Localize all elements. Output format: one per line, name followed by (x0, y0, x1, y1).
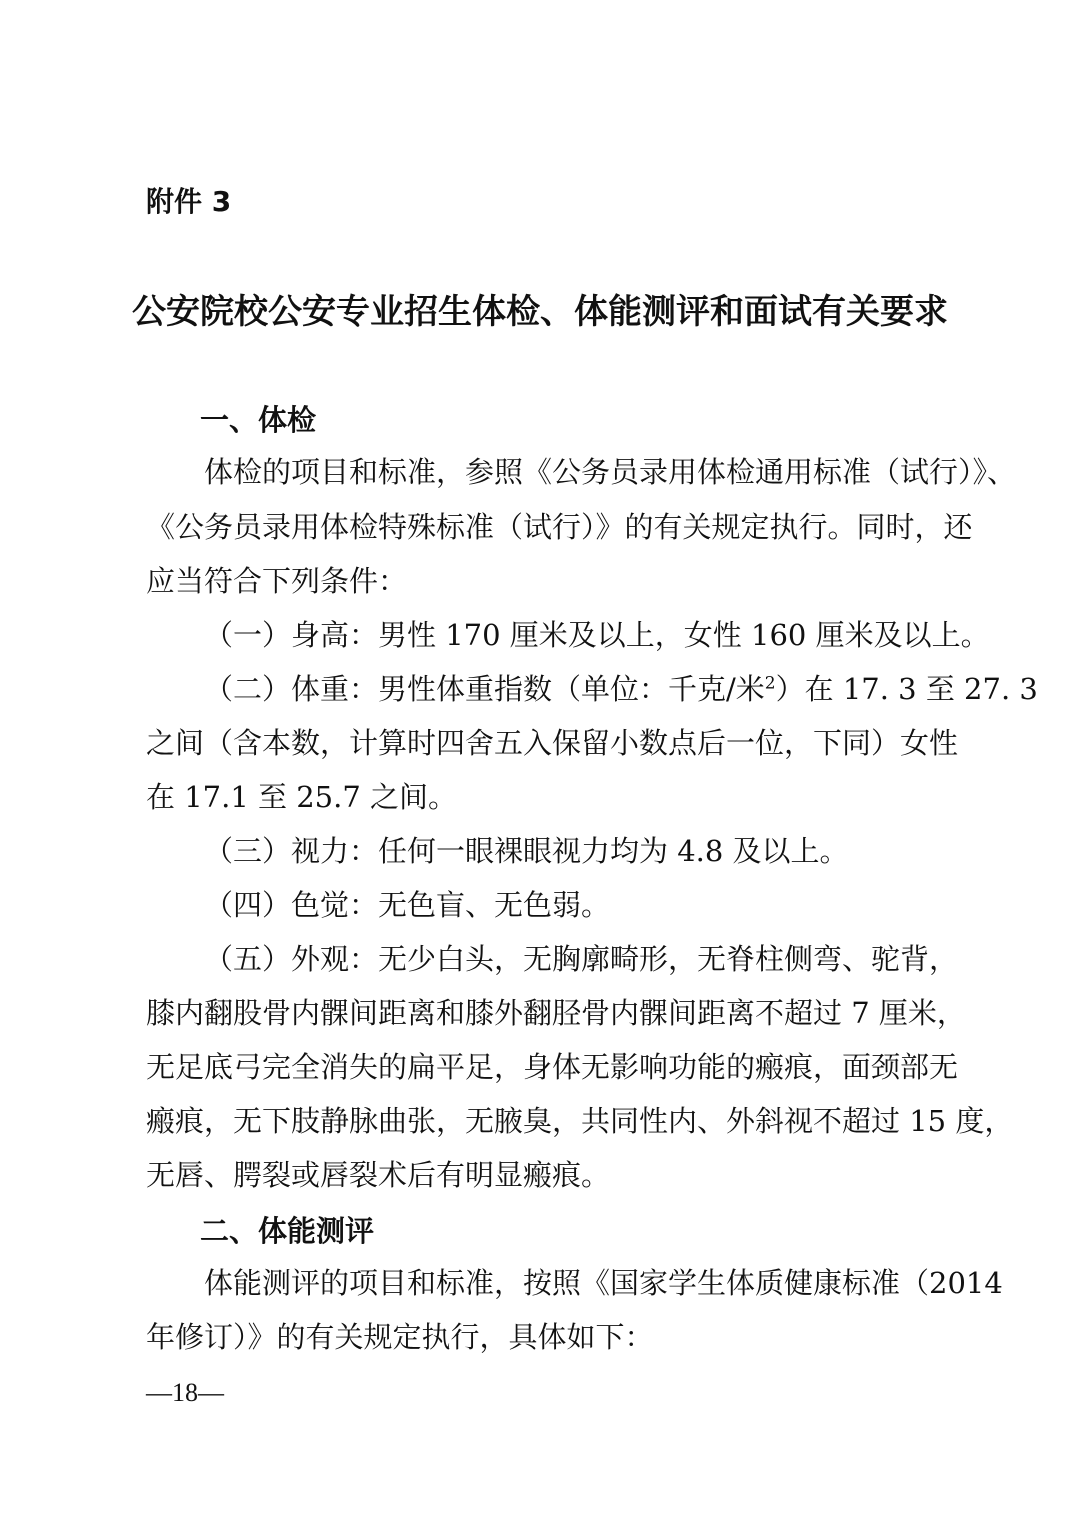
color-vision-requirement: （四）色觉：无色盲、无色弱。 (204, 888, 611, 922)
paragraph-line: 《公务员录用体检特殊标准（试行）》的有关规定执行。同时，还 (146, 510, 973, 544)
height-requirement: （一）身高：男性 170 厘米及以上，女性 160 厘米及以上。 (204, 618, 990, 652)
page-number: —18— (146, 1378, 224, 1407)
paragraph-line: 在 17.1 至 25.7 之间。 (146, 780, 458, 814)
superscript-2: 2 (764, 673, 776, 694)
section-heading-fitness-test: 二、体能测评 (200, 1214, 375, 1248)
paragraph-line: 无足底弓完全消失的扁平足，身体无影响功能的瘢痕，面颈部无 (146, 1050, 959, 1084)
paragraph-line: 无唇、腭裂或唇裂术后有明显瘢痕。 (146, 1158, 611, 1192)
document-title: 公安院校公安专业招生体检、体能测评和面试有关要求 (132, 292, 948, 332)
paragraph-line: 之间（含本数，计算时四舍五入保留小数点后一位，下同）女性 (146, 726, 959, 760)
paragraph-line: 体能测评的项目和标准，按照《国家学生体质健康标准（2014 (204, 1266, 1003, 1300)
weight-range-text: ）在 17. 3 至 27. 3 (775, 672, 1038, 706)
paragraph-line: 体检的项目和标准，参照《公务员录用体检通用标准（试行）》、 (204, 455, 1017, 489)
vision-requirement: （三）视力：任何一眼裸眼视力均为 4.8 及以上。 (204, 834, 849, 868)
section-heading-physical-exam: 一、体检 (200, 403, 317, 437)
paragraph-line: 瘢痕，无下肢静脉曲张，无腋臭，共同性内、外斜视不超过 15 度， (146, 1104, 1014, 1138)
weight-text: （二）体重：男性体重指数（单位：千克/米 (204, 672, 765, 706)
paragraph-line: 年修订）》的有关规定执行，具体如下： (146, 1320, 654, 1354)
appearance-requirement-line: （五）外观：无少白头，无胸廓畸形，无脊柱侧弯、驼背， (204, 942, 959, 976)
paragraph-line: 膝内翻股骨内髁间距离和膝外翻胫骨内髁间距离不超过 7 厘米， (146, 996, 966, 1030)
paragraph-line: 应当符合下列条件： (146, 564, 408, 598)
attachment-label: 附件 3 (146, 185, 232, 218)
weight-requirement-line (204, 669, 1038, 709)
